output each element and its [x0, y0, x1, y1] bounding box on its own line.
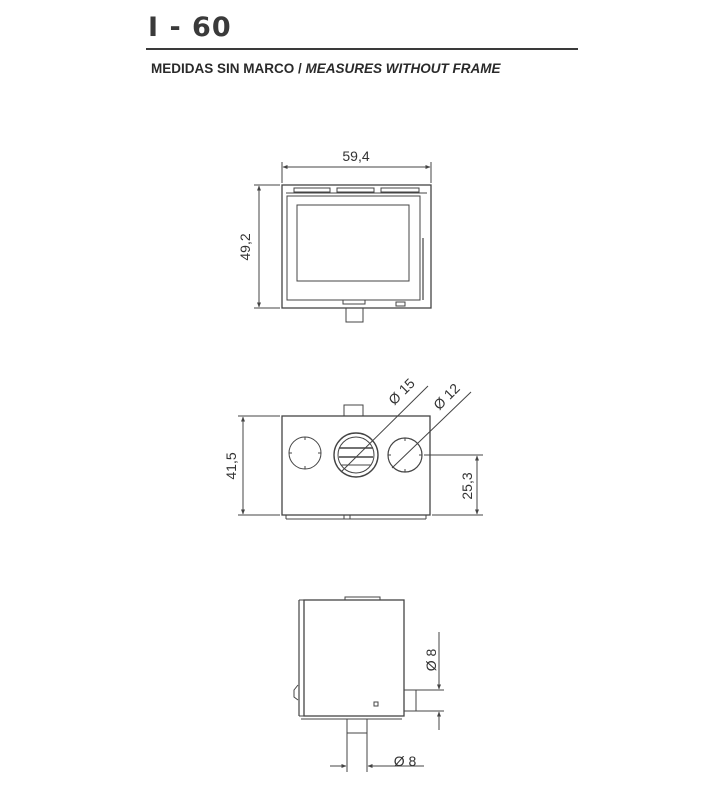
- large-outlet-label: Ø 15: [385, 375, 418, 408]
- large-outlet-leader: [341, 386, 428, 472]
- front-height-label: 49,2: [237, 233, 253, 261]
- front-view-bottom-outlet: [346, 308, 363, 322]
- side-outlet-label: Ø 8: [423, 648, 439, 672]
- front-view-bottom-control: [343, 300, 365, 304]
- front-view-top-vent: [381, 188, 419, 192]
- rear-height-label: 41,5: [223, 452, 239, 480]
- rear-view-left-outlet: [289, 437, 321, 469]
- rear-view-center-outlet: [334, 433, 378, 477]
- side-view: [294, 597, 444, 772]
- subtitle-english: MEASURES WITHOUT FRAME: [305, 61, 501, 76]
- front-view-handle: [396, 302, 405, 306]
- front-view-top-vent: [294, 188, 330, 192]
- front-view-glass: [287, 196, 420, 300]
- front-view-glass-inner: [297, 205, 409, 281]
- rear-view-top-outlet: [344, 405, 363, 416]
- side-view-handle: [294, 685, 298, 700]
- front-view-top-vent: [337, 188, 374, 192]
- subtitle-spanish: MEDIDAS SIN MARCO /: [151, 61, 302, 76]
- front-width-label: 59,4: [342, 148, 370, 164]
- page-title: I - 60: [148, 12, 232, 43]
- bottom-outlet-label: Ø 8: [393, 753, 417, 769]
- outlet-height-label: 25,3: [459, 472, 475, 500]
- side-view-body: [304, 600, 404, 716]
- side-view-bottom-outlet: [347, 719, 367, 733]
- front-view: [254, 162, 431, 322]
- side-view-side-outlet: [404, 690, 416, 711]
- small-outlet-label: Ø 12: [430, 380, 463, 413]
